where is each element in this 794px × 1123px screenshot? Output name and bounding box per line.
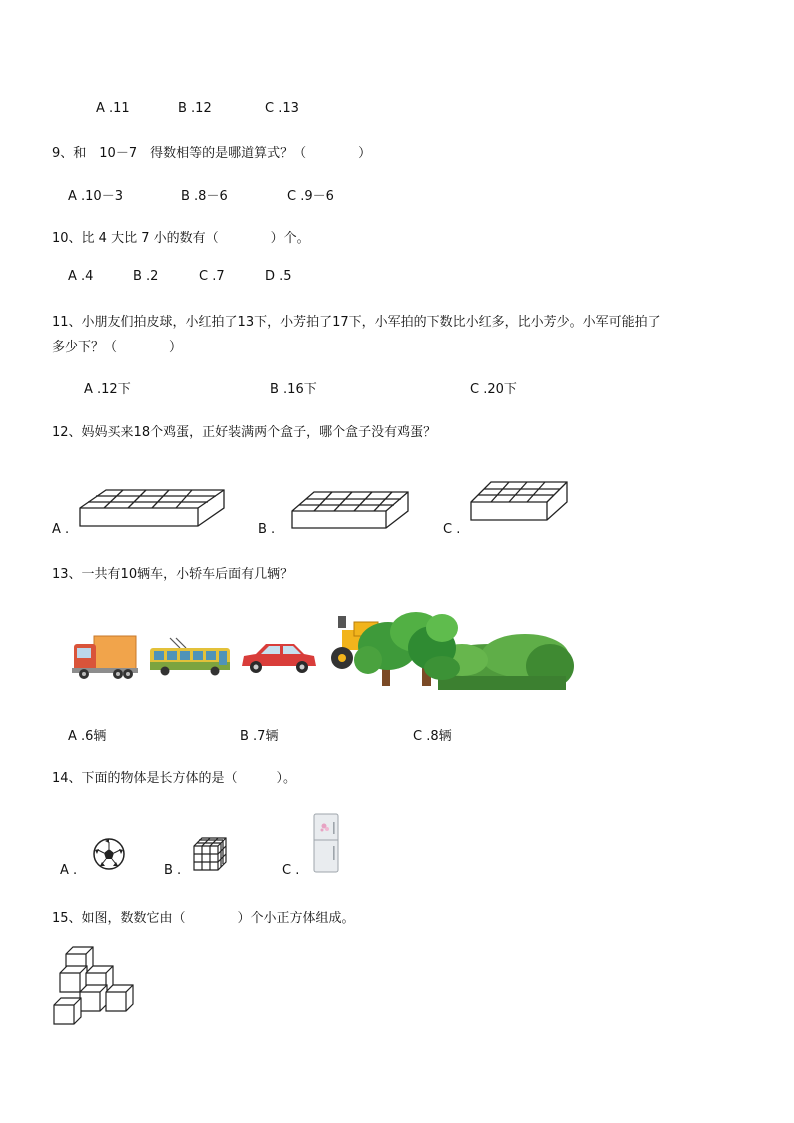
q9-option-a: A .10－3 [68, 189, 123, 204]
q10-option-a: A .4 [68, 269, 94, 284]
q8-option-a: A .11 [96, 101, 130, 116]
q12-stem: 12、妈妈买来18个鸡蛋，正好装满两个盒子，哪个盒子没有鸡蛋？ [52, 425, 437, 440]
q13-option-c: C .8辆 [413, 729, 452, 744]
q10-option-c: C .7 [199, 269, 225, 284]
q8-option-b: B .12 [178, 101, 212, 116]
rubiks-cube-image [192, 836, 228, 872]
q11-stem-line2: 多少下？（ ） [52, 340, 183, 355]
q14-option-b: B . [164, 863, 182, 878]
q11-stem-line1: 11、小朋友们拍皮球，小红拍了13下，小芳拍了17下，小军拍的下数比小红多，比小芳少。小军可能拍了 [52, 315, 661, 330]
q14-stem: 14、下面的物体是长方体的是（ ）。 [52, 771, 297, 786]
egg-box-a-image [78, 486, 228, 530]
q11-option-b: B .16下 [270, 382, 317, 397]
q11-option-c: C .20下 [470, 382, 517, 397]
q12-option-c: C . [443, 522, 461, 537]
q15-stem: 15、如图，数数它由（ ）个小正方体组成。 [52, 911, 355, 926]
q10-stem: 10、比 4 大比 7 小的数有（ ）个。 [52, 231, 310, 246]
truck-image [72, 636, 138, 679]
q14-option-a: A . [60, 863, 78, 878]
q12-option-b: B . [258, 522, 276, 537]
q8-option-c: C .13 [265, 101, 299, 116]
q9-stem: 9、和 10－7 得数相等的是哪道算式？（ ） [52, 146, 372, 161]
q11-option-a: A .12下 [84, 382, 131, 397]
q10-option-b: B .2 [133, 269, 159, 284]
bus-image [150, 638, 230, 676]
q9-option-c: C .9－6 [287, 189, 334, 204]
egg-box-b-image [290, 489, 412, 531]
q12-option-a: A . [52, 522, 70, 537]
q13-option-b: B .7辆 [240, 729, 279, 744]
q10-option-d: D .5 [265, 269, 292, 284]
stacked-cubes-image [52, 944, 136, 1028]
vehicles-illustration [70, 610, 570, 692]
q13-stem: 13、一共有10辆车，小轿车后面有几辆？ [52, 567, 294, 582]
egg-box-c-image [469, 480, 571, 522]
car-image [242, 644, 316, 673]
refrigerator-image [311, 812, 341, 874]
q9-option-b: B .8－6 [181, 189, 228, 204]
soccer-ball-image [93, 838, 125, 870]
q14-option-c: C . [282, 863, 300, 878]
q13-option-a: A .6辆 [68, 729, 107, 744]
